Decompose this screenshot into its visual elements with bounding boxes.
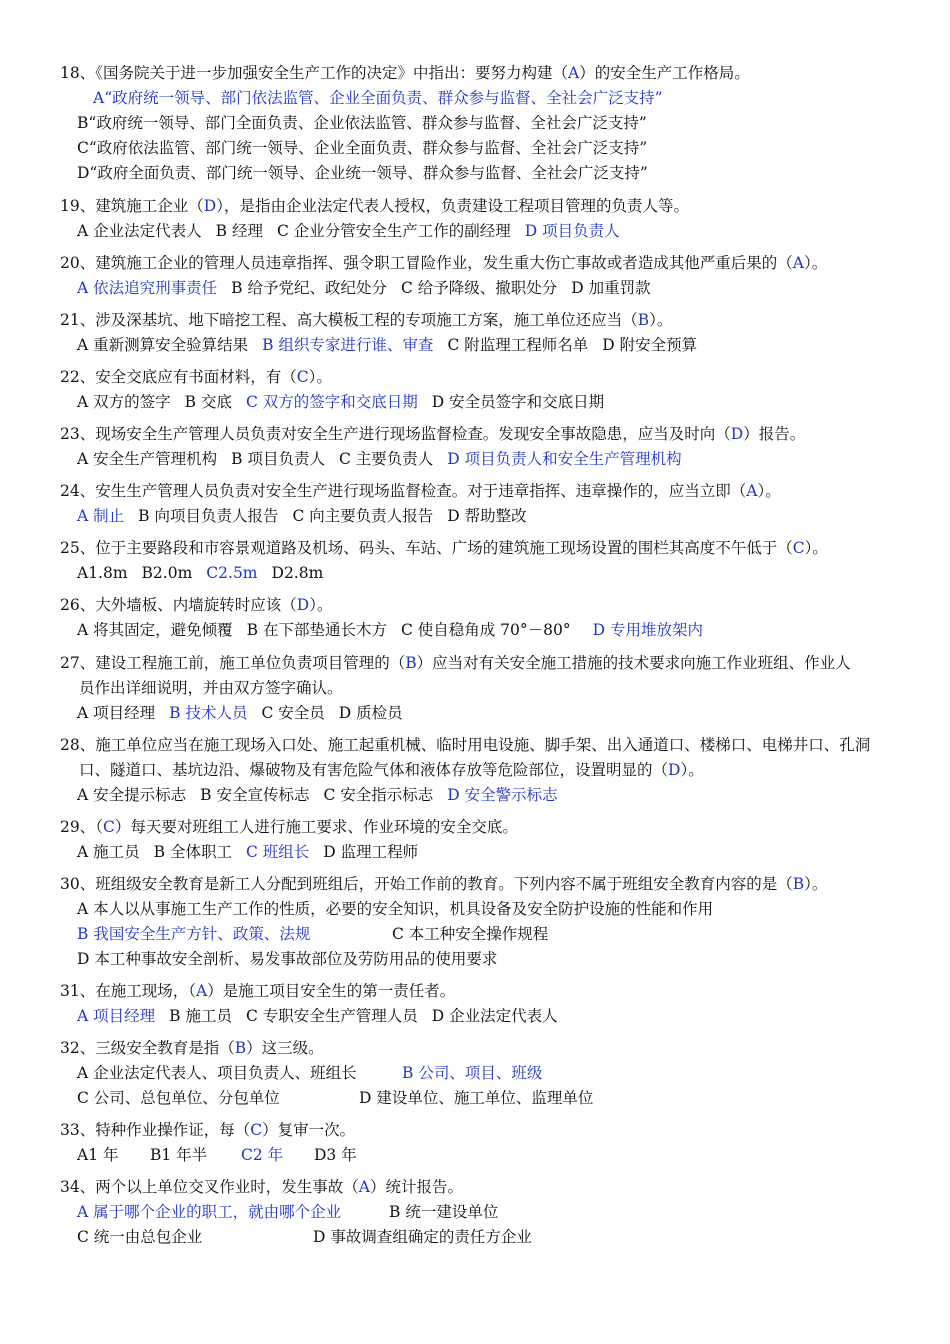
options-row [60,1061,900,1086]
question-stem: 23、现场安全生产管理人员负责对安全生产进行现场监督检查。发现安全事故隐患，应当及时向（D）报告。 [60,425,806,443]
option-b: B 施工员 [169,1007,232,1025]
question-stem: 24、安生生产管理人员负责对安全生产进行现场监督检查。对于违章指挥、违章操作的，应当立即（A）。 [60,482,781,500]
option-d: D 附安全预算 [602,336,698,354]
question-31 [60,979,900,1029]
option-d: D 事故调查组确定的责任方企业 [313,1228,532,1246]
question-stem: 33、特种作业操作证，每（C）复审一次。 [60,1121,356,1139]
option-c: C 安全指示标志 [323,786,434,804]
question-stem: 21、涉及深基坑、地下暗挖工程、高大模板工程的专项施工方案，施工单位还应当（B）。 [60,311,673,329]
option-c: C 班组长 [245,843,310,861]
option-a: A 项目经理 [77,704,156,722]
option-b: B 统一建设单位 [389,1203,499,1221]
options-row [60,504,900,529]
answer-key: A [196,982,208,1000]
option-a: A 制止 [77,507,125,525]
option-c: C 统一由总包企业 [77,1228,203,1246]
answer-key: A [358,1178,370,1196]
option-c: C 本工种安全操作规程 [392,925,549,943]
option-c: C 给予降级、撤职处分 [400,279,558,297]
question-stem: 26、大外墙板、内墙旋转时应该（D）。 [60,596,333,614]
options-row [60,840,900,865]
options-row [60,1200,900,1225]
question-stem: 32、三级安全教育是指（B）这三级。 [60,1039,324,1057]
option-c: C 使自稳角成 70°－80° [400,621,571,639]
option-c: C 公司、总包单位、分包单位 [77,1089,280,1107]
question-stem: 34、两个以上单位交叉作业时，发生事故（A）统计报告。 [60,1178,463,1196]
option-d: D 项目负责人 [524,222,620,240]
option-c: C 附监理工程师名单 [447,336,589,354]
option-b: B 全体职工 [153,843,232,861]
options-row [60,390,900,415]
option-b: B 向项目负责人报告 [138,507,279,525]
answer-key: B [637,311,650,329]
question-34 [60,1175,900,1250]
option-a: A“政府统一领导、部门依法监管、企业全面负责、群众参与监督、全社会广泛支持” [93,89,663,107]
question-stem: 20、建筑施工企业的管理人员违章指挥、强令职工冒险作业，发生重大伤亡事故或者造成其他严重后果的（A）。 [60,254,828,272]
option-c: C 主要负责人 [338,450,434,468]
options-row [60,561,900,586]
options-row [60,618,900,643]
option-d: D2.8m [271,564,324,582]
option-b: B 给予党纪、政纪处分 [231,279,387,297]
option-a: A 双方的签字 [77,393,171,411]
option-a: A 企业法定代表人 [77,222,202,240]
option-a: A1 年 [77,1146,119,1164]
question-stem: 25、位于主要路段和市容景观道路及机场、码头、车站、广场的建筑施工现场设置的围栏其高度不午低于（C）。 [60,539,828,557]
question-21 [60,308,900,358]
options-row [60,333,900,358]
question-19 [60,194,900,244]
option-b: B 技术人员 [169,704,248,722]
answer-key: A [792,254,804,272]
option-c: C2 年 [241,1146,284,1164]
option-c: C“政府依法监管、部门统一领导、企业全面负责、群众参与监督、全社会广泛支持” [77,139,648,157]
option-d: D 本工种事故安全剖析、易发事故部位及劳防用品的使用要求 [77,950,498,968]
option-a: A 属于哪个企业的职工，就由哪个企业 [77,1203,342,1221]
option-b: B 项目负责人 [231,450,325,468]
option-d: D 安全警示标志 [447,786,558,804]
option-d: D 监理工程师 [323,843,419,861]
option-b: B 安全宣传标志 [200,786,310,804]
option-b: B 我国安全生产方针、政策、法规 [77,925,311,943]
question-24 [60,479,900,529]
option-c: C 企业分管安全生产工作的副经理 [276,222,511,240]
option-d: D 加重罚款 [571,279,651,297]
question-18 [60,61,900,186]
option-a: A 将其固定，避免倾覆 [77,621,233,639]
option-b: B“政府统一领导、部门全面负责、企业依法监管、群众参与监督、全社会广泛支持” [77,114,647,132]
option-a: A 依法追究刑事责任 [77,279,218,297]
question-25 [60,536,900,586]
question-stem: 30、班组级安全教育是新工人分配到班组后，开始工作前的教育。下列内容不属于班组安全教育内容的是（B）。 [60,875,828,893]
options-row [60,1086,900,1111]
answer-key: B [234,1039,247,1057]
option-a: A 本人以从事施工生产工作的性质，必要的安全知识，机具设备及安全防护设施的性能和作用 [77,900,714,918]
question-23 [60,422,900,472]
answer-key: B [792,875,805,893]
option-d: D3 年 [314,1146,357,1164]
option-b: B 公司、项目、班级 [402,1064,543,1082]
question-stem-continued: 口、隧道口、基坑边沿、爆破物及有害危险气体和液体存放等危险部位，设置明显的（D）。 [79,761,704,779]
question-26 [60,593,900,643]
question-22 [60,365,900,415]
option-b: B 经理 [215,222,263,240]
option-c: C2.5m [206,564,258,582]
option-c: C 双方的签字和交底日期 [245,393,418,411]
option-d: D 建设单位、施工单位、监理单位 [359,1089,594,1107]
question-28 [60,733,900,808]
question-stem: 29、（C）每天要对班组工人进行施工要求、作业环境的安全交底。 [60,818,518,836]
answer-key: C [250,1121,263,1139]
options-row [60,219,900,244]
answer-key: A [746,482,758,500]
answer-key: D [668,761,681,779]
option-b: B 在下部垫通长木方 [246,621,387,639]
question-stem: 27、建设工程施工前，施工单位负责项目管理的（B）应当对有关安全施工措施的技术要求向施工作业班组、作业人 [60,654,851,672]
answer-key: C [792,539,805,557]
option-d: D 企业法定代表人 [431,1007,558,1025]
option-a: A 安全生产管理机构 [77,450,218,468]
answer-key: C [296,368,309,386]
option-a: A 施工员 [77,843,140,861]
answer-key: C [103,818,115,836]
option-c: C 专职安全生产管理人员 [245,1007,418,1025]
question-stem: 22、安全交底应有书面材料，有（C）。 [60,368,332,386]
options-row [60,783,900,808]
answer-key: B [405,654,417,672]
question-stem: 19、建筑施工企业（D），是指由企业法定代表人授权，负责建设工程项目管理的负责人等。 [60,197,689,215]
options-row [60,1225,900,1250]
option-a: A 安全提示标志 [77,786,187,804]
question-29 [60,815,900,865]
question-32 [60,1036,900,1111]
option-d: D“政府全面负责、部门统一领导、企业统一领导、群众参与监督、全社会广泛支持” [77,164,648,182]
options-row [60,1004,900,1029]
answer-key: D [296,596,310,614]
answer-key: D [730,425,744,443]
options-row [60,701,900,726]
option-d: D 项目负责人和安全生产管理机构 [447,450,682,468]
answer-key: A [568,64,580,82]
question-stem: 31、在施工现场，（A）是施工项目安全生的第一责任者。 [60,982,456,1000]
question-30 [60,872,900,972]
option-d: D 专用堆放架内 [592,621,703,639]
question-33 [60,1118,900,1168]
option-d: D 帮助整改 [447,507,527,525]
option-a: A 重新测算安全验算结果 [77,336,249,354]
option-a: A 企业法定代表人、项目负责人、班组长 [77,1064,357,1082]
option-a: A 项目经理 [77,1007,156,1025]
option-b: B1 年半 [150,1146,208,1164]
question-stem: 28、施工单位应当在施工现场入口处、施工起重机械、临时用电设施、脚手架、出入通道口、楼梯口、电梯井口、孔洞 [60,736,871,754]
question-stem-continued: 员作出详细说明，并由双方签字确认。 [79,679,343,697]
options-row [60,447,900,472]
answer-key: D [203,197,217,215]
option-c: C 安全员 [261,704,325,722]
question-stem: 18、《国务院关于进一步加强安全生产工作的决定》中指出：要努力构建（A）的安全生产工作格局。 [60,64,750,82]
option-a: A1.8m [77,564,128,582]
options-row [60,922,900,947]
question-27 [60,651,900,726]
option-c: C 向主要负责人报告 [292,507,434,525]
option-b: B2.0m [141,564,193,582]
option-b: B 组织专家进行谁、审查 [262,336,434,354]
option-b: B 交底 [184,393,232,411]
option-d: D 质检员 [338,704,403,722]
options-row [60,1143,900,1168]
question-20 [60,251,900,301]
options-row [60,276,900,301]
option-d: D 安全员签字和交底日期 [431,393,605,411]
